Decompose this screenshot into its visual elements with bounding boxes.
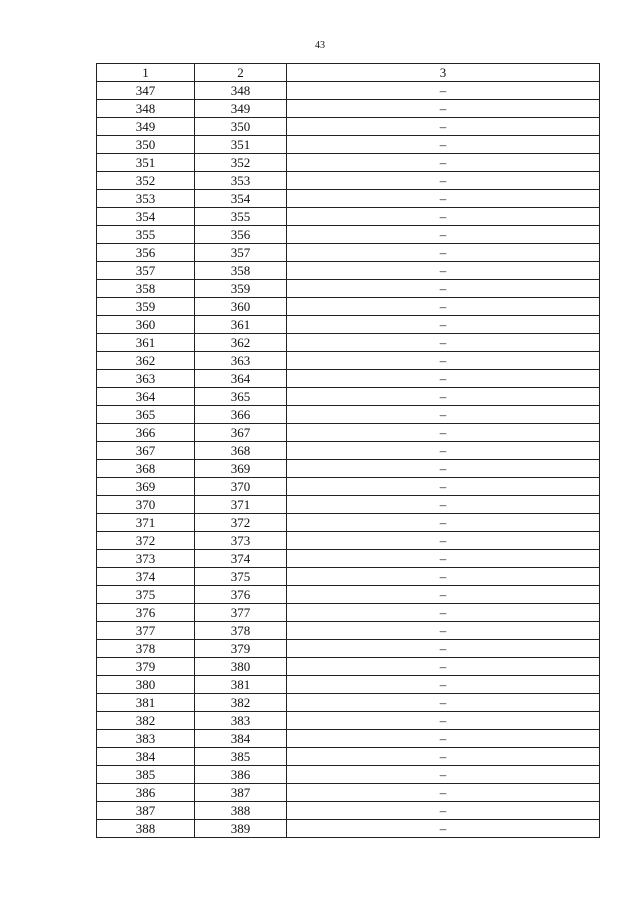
table-cell-col1: 359 — [97, 298, 195, 316]
table-cell-col1: 370 — [97, 496, 195, 514]
table-cell-col1: 357 — [97, 262, 195, 280]
table-cell-col1: 351 — [97, 154, 195, 172]
table-cell-col2: 352 — [195, 154, 287, 172]
table-cell-col1: 348 — [97, 100, 195, 118]
table-cell-col1: 363 — [97, 370, 195, 388]
table-cell-col1: 361 — [97, 334, 195, 352]
table-header-row — [97, 64, 600, 82]
table-cell-col1: 385 — [97, 766, 195, 784]
table-cell-col2: 371 — [195, 496, 287, 514]
table-cell-col3: – — [287, 424, 600, 442]
table-cell-col3: – — [287, 190, 600, 208]
column-header-2: 2 — [195, 64, 287, 82]
table-cell-col2: 387 — [195, 784, 287, 802]
table-cell-col2: 383 — [195, 712, 287, 730]
table-cell-col1: 383 — [97, 730, 195, 748]
table-cell-col2: 348 — [195, 82, 287, 100]
table-cell-col2: 379 — [195, 640, 287, 658]
table-cell-col2: 353 — [195, 172, 287, 190]
table-row — [97, 298, 600, 316]
table-row — [97, 190, 600, 208]
table-row — [97, 604, 600, 622]
table-cell-col3: – — [287, 514, 600, 532]
table-row — [97, 244, 600, 262]
table-row — [97, 784, 600, 802]
table-cell-col1: 367 — [97, 442, 195, 460]
table-cell-col3: – — [287, 766, 600, 784]
table-row — [97, 280, 600, 298]
table-cell-col3: – — [287, 298, 600, 316]
table-row — [97, 478, 600, 496]
table-cell-col2: 372 — [195, 514, 287, 532]
table-row — [97, 460, 600, 478]
table-cell-col1: 366 — [97, 424, 195, 442]
table-cell-col3: – — [287, 694, 600, 712]
table-cell-col2: 388 — [195, 802, 287, 820]
table-row — [97, 766, 600, 784]
table-row — [97, 550, 600, 568]
table-cell-col2: 374 — [195, 550, 287, 568]
table-cell-col1: 387 — [97, 802, 195, 820]
table-cell-col2: 375 — [195, 568, 287, 586]
table-row — [97, 748, 600, 766]
column-header-3: 3 — [287, 64, 600, 82]
table-row — [97, 586, 600, 604]
table-cell-col3: – — [287, 334, 600, 352]
table-cell-col3: – — [287, 478, 600, 496]
table-cell-col3: – — [287, 622, 600, 640]
table-row — [97, 640, 600, 658]
table-cell-col2: 378 — [195, 622, 287, 640]
page-number: 43 — [315, 40, 325, 51]
table-row — [97, 496, 600, 514]
table-row — [97, 154, 600, 172]
table-cell-col3: – — [287, 226, 600, 244]
table-cell-col2: 362 — [195, 334, 287, 352]
table-cell-col3: – — [287, 388, 600, 406]
table-cell-col2: 366 — [195, 406, 287, 424]
table-row — [97, 388, 600, 406]
table-row — [97, 136, 600, 154]
table-cell-col3: – — [287, 208, 600, 226]
table-cell-col1: 381 — [97, 694, 195, 712]
table-cell-col2: 356 — [195, 226, 287, 244]
table-cell-col2: 381 — [195, 676, 287, 694]
table-cell-col3: – — [287, 640, 600, 658]
table-cell-col2: 354 — [195, 190, 287, 208]
table-cell-col1: 355 — [97, 226, 195, 244]
table-cell-col1: 353 — [97, 190, 195, 208]
table-cell-col3: – — [287, 712, 600, 730]
table-cell-col2: 368 — [195, 442, 287, 460]
table-cell-col2: 364 — [195, 370, 287, 388]
table-cell-col2: 365 — [195, 388, 287, 406]
table-cell-col1: 356 — [97, 244, 195, 262]
table-cell-col2: 382 — [195, 694, 287, 712]
table-cell-col2: 351 — [195, 136, 287, 154]
table-cell-col3: – — [287, 748, 600, 766]
table-cell-col3: – — [287, 154, 600, 172]
table-cell-col1: 377 — [97, 622, 195, 640]
table-cell-col3: – — [287, 820, 600, 838]
table-cell-col2: 373 — [195, 532, 287, 550]
table-cell-col1: 388 — [97, 820, 195, 838]
table-cell-col1: 350 — [97, 136, 195, 154]
table-row — [97, 568, 600, 586]
table-cell-col1: 368 — [97, 460, 195, 478]
table-cell-col2: 377 — [195, 604, 287, 622]
table-cell-col3: – — [287, 352, 600, 370]
table-row — [97, 802, 600, 820]
table-cell-col2: 358 — [195, 262, 287, 280]
table-cell-col2: 357 — [195, 244, 287, 262]
table-cell-col1: 371 — [97, 514, 195, 532]
table-cell-col3: – — [287, 802, 600, 820]
table-cell-col1: 372 — [97, 532, 195, 550]
table-cell-col2: 363 — [195, 352, 287, 370]
table-cell-col3: – — [287, 532, 600, 550]
table-row — [97, 316, 600, 334]
table-cell-col3: – — [287, 586, 600, 604]
table-cell-col3: – — [287, 496, 600, 514]
table-cell-col3: – — [287, 316, 600, 334]
table-cell-col3: – — [287, 406, 600, 424]
table-row — [97, 622, 600, 640]
table-cell-col1: 360 — [97, 316, 195, 334]
table-cell-col1: 354 — [97, 208, 195, 226]
table-cell-col1: 358 — [97, 280, 195, 298]
table-cell-col3: – — [287, 262, 600, 280]
table-cell-col2: 355 — [195, 208, 287, 226]
table-row — [97, 262, 600, 280]
table-cell-col1: 369 — [97, 478, 195, 496]
table-cell-col1: 380 — [97, 676, 195, 694]
table-row — [97, 712, 600, 730]
table-cell-col2: 369 — [195, 460, 287, 478]
table-row — [97, 334, 600, 352]
table-cell-col1: 365 — [97, 406, 195, 424]
table-cell-col2: 350 — [195, 118, 287, 136]
table-cell-col3: – — [287, 442, 600, 460]
table-cell-col3: – — [287, 172, 600, 190]
table-cell-col3: – — [287, 730, 600, 748]
table-cell-col2: 384 — [195, 730, 287, 748]
table-cell-col3: – — [287, 370, 600, 388]
table-row — [97, 442, 600, 460]
data-table — [96, 63, 600, 838]
column-header-1: 1 — [97, 64, 195, 82]
table-cell-col3: – — [287, 82, 600, 100]
table-cell-col1: 374 — [97, 568, 195, 586]
table-cell-col2: 389 — [195, 820, 287, 838]
table-row — [97, 514, 600, 532]
table-row — [97, 118, 600, 136]
table-cell-col3: – — [287, 244, 600, 262]
table-cell-col1: 375 — [97, 586, 195, 604]
table-row — [97, 172, 600, 190]
table-cell-col2: 380 — [195, 658, 287, 676]
table-cell-col1: 382 — [97, 712, 195, 730]
table-row — [97, 226, 600, 244]
table-cell-col3: – — [287, 550, 600, 568]
table-row — [97, 100, 600, 118]
table-cell-col2: 385 — [195, 748, 287, 766]
table-row — [97, 676, 600, 694]
table-cell-col2: 361 — [195, 316, 287, 334]
table-row — [97, 532, 600, 550]
table-row — [97, 730, 600, 748]
table-cell-col1: 347 — [97, 82, 195, 100]
table-cell-col3: – — [287, 604, 600, 622]
table-cell-col1: 379 — [97, 658, 195, 676]
table-row — [97, 370, 600, 388]
table-cell-col1: 376 — [97, 604, 195, 622]
table-row — [97, 658, 600, 676]
table-cell-col3: – — [287, 568, 600, 586]
table-cell-col3: – — [287, 100, 600, 118]
table-cell-col1: 373 — [97, 550, 195, 568]
table-body — [97, 82, 600, 838]
table-cell-col1: 386 — [97, 784, 195, 802]
table-cell-col1: 349 — [97, 118, 195, 136]
table-row — [97, 820, 600, 838]
table-cell-col3: – — [287, 136, 600, 154]
table-row — [97, 82, 600, 100]
table-cell-col1: 378 — [97, 640, 195, 658]
table-cell-col3: – — [287, 676, 600, 694]
table-cell-col3: – — [287, 658, 600, 676]
table-row — [97, 424, 600, 442]
table-cell-col2: 386 — [195, 766, 287, 784]
table-cell-col1: 352 — [97, 172, 195, 190]
table-cell-col2: 359 — [195, 280, 287, 298]
table-cell-col2: 349 — [195, 100, 287, 118]
table-row — [97, 406, 600, 424]
table-cell-col1: 384 — [97, 748, 195, 766]
table-cell-col2: 376 — [195, 586, 287, 604]
table-cell-col2: 360 — [195, 298, 287, 316]
table-cell-col2: 367 — [195, 424, 287, 442]
table-row — [97, 208, 600, 226]
table-cell-col1: 364 — [97, 388, 195, 406]
table-row — [97, 694, 600, 712]
table-cell-col3: – — [287, 280, 600, 298]
table-cell-col3: – — [287, 460, 600, 478]
table-cell-col3: – — [287, 784, 600, 802]
table-row — [97, 352, 600, 370]
table-cell-col1: 362 — [97, 352, 195, 370]
table-cell-col2: 370 — [195, 478, 287, 496]
table-cell-col3: – — [287, 118, 600, 136]
